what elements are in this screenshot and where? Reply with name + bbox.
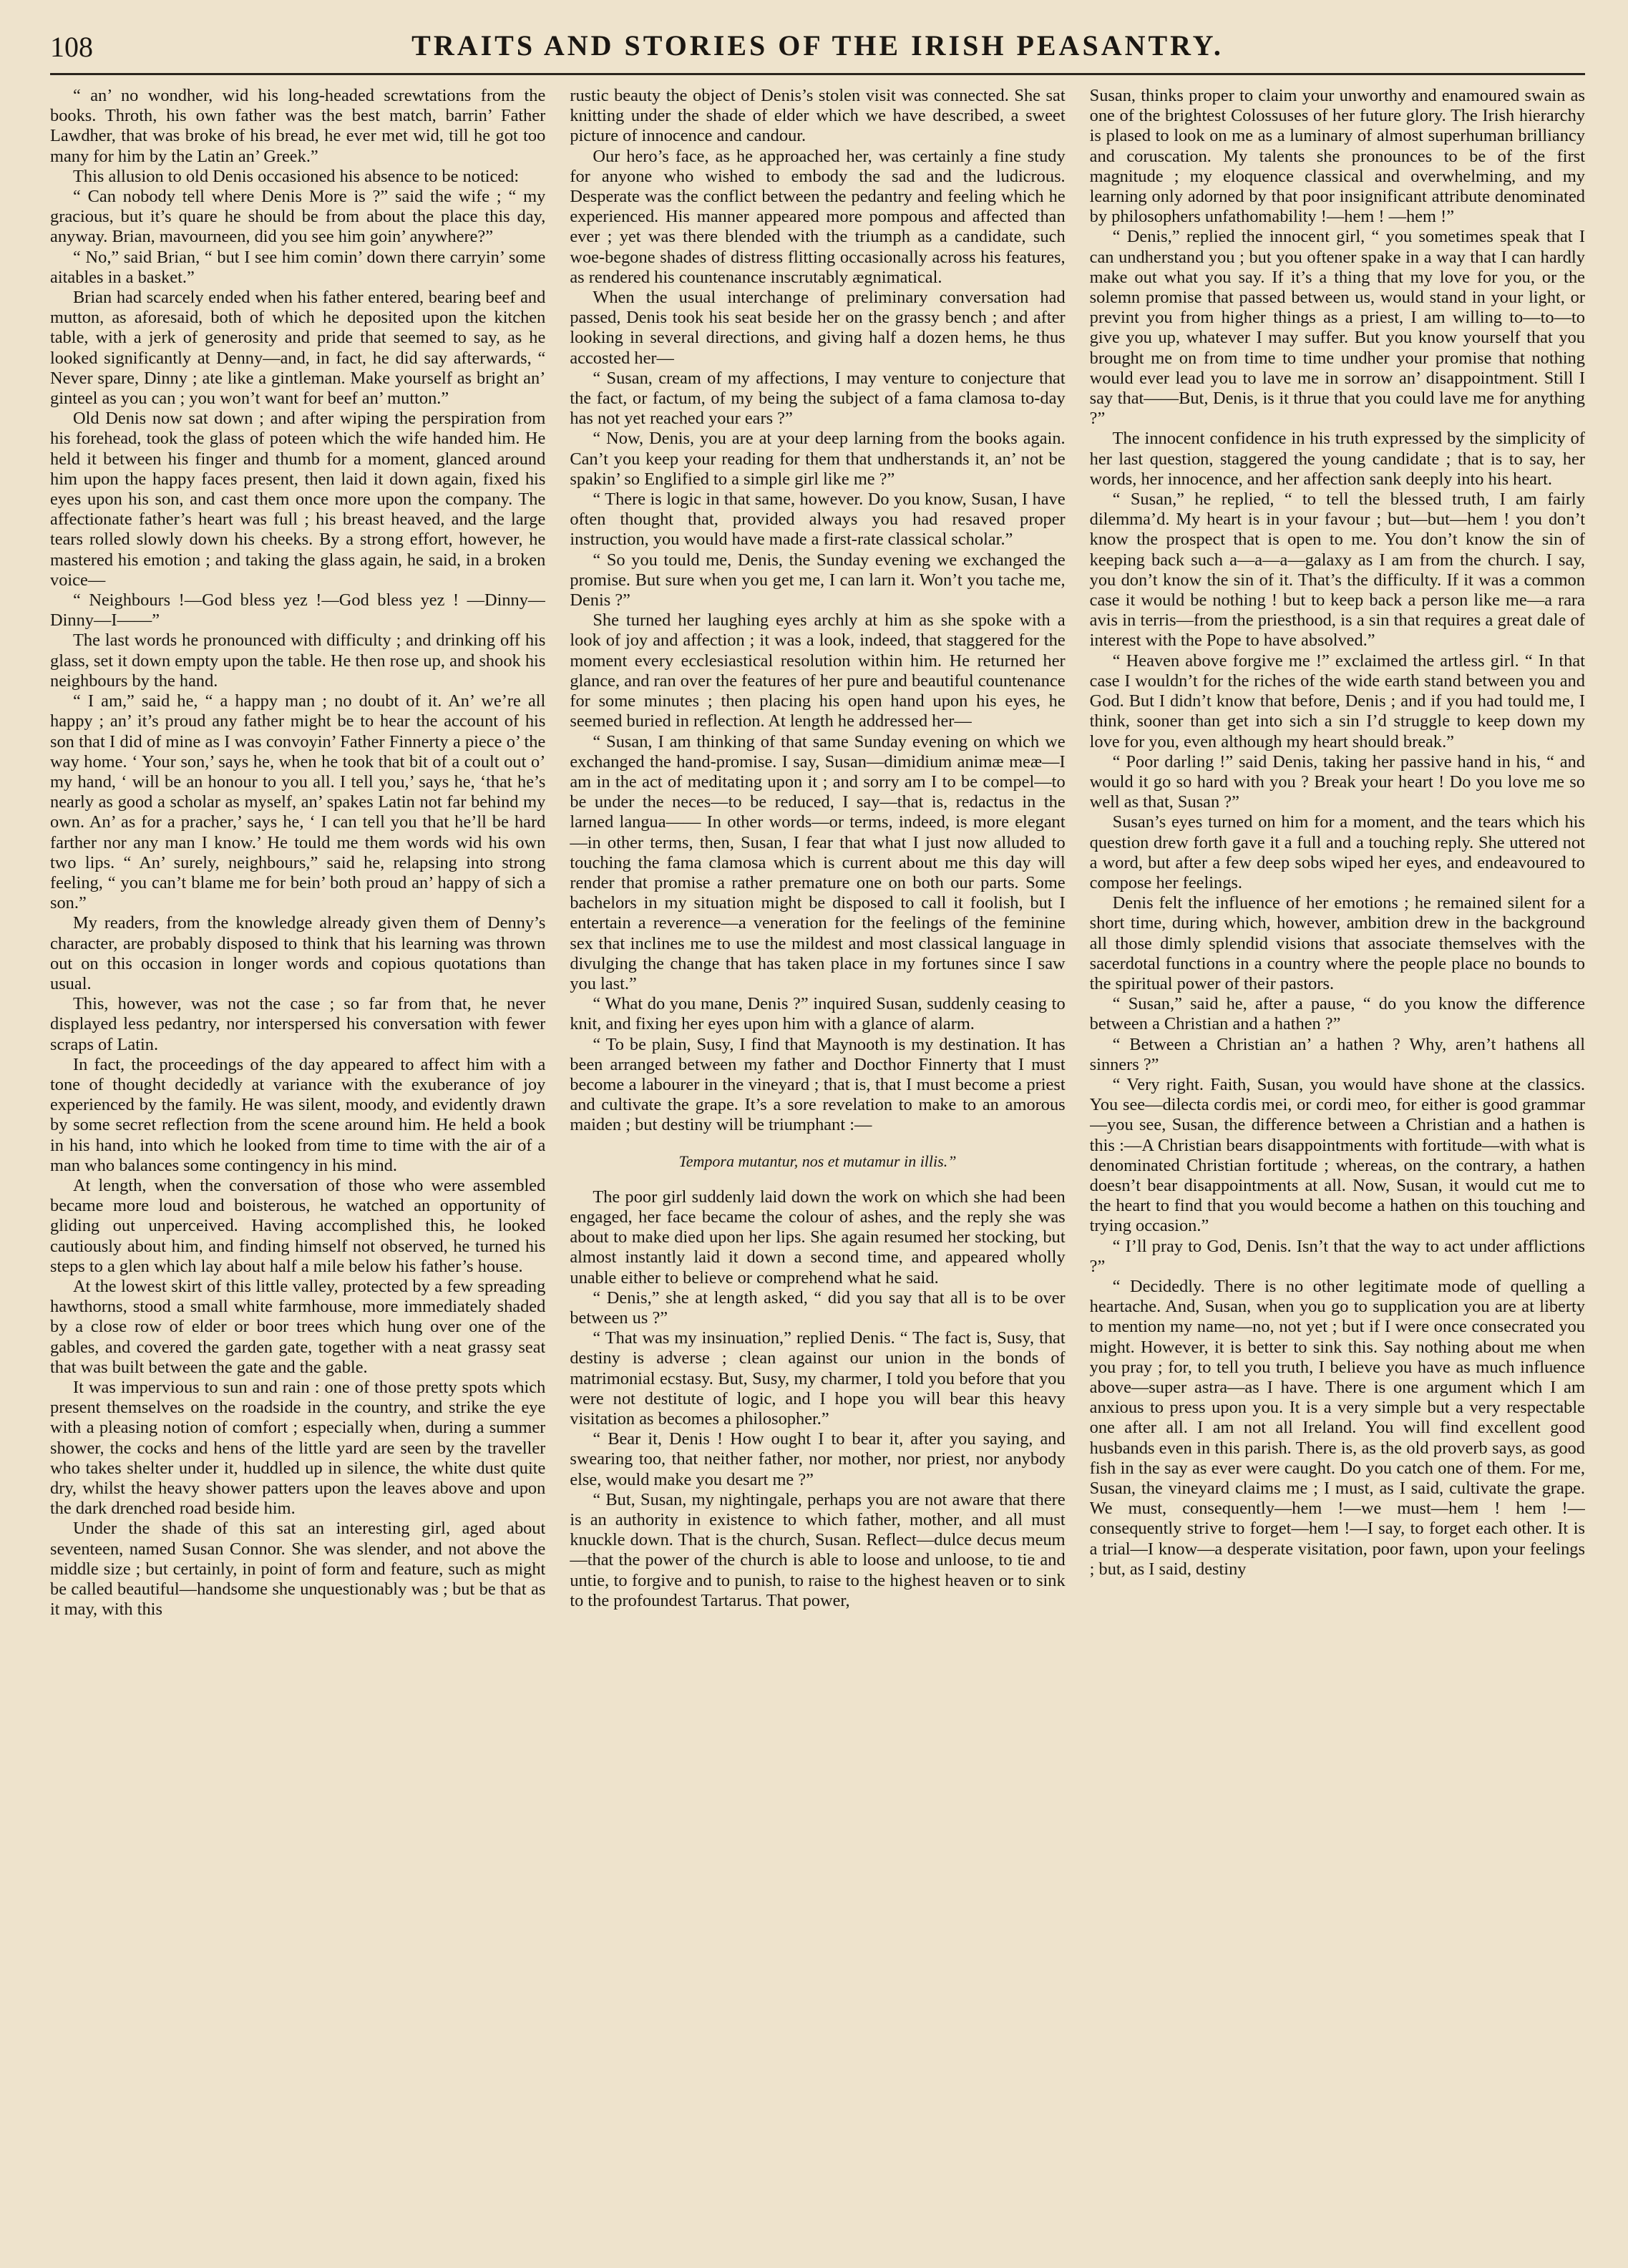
paragraph: This, however, was not the case ; so far from that, he never displayed less pedantry, nor interspersed his conversation with fewer scraps of Latin.	[50, 994, 546, 1054]
paragraph: “ Susan, I am thinking of that same Sunday evening on which we exchanged the hand-promise. I say, Susan—dimidium animæ meæ—I am in the act of meditating upon it ; and sorry am I to be compel—to be under the neces—to be reduced, I say—that is, redactus in the larned langua—— In other words—or terms, indeed, is more elegant—in other terms, then, Susan, I fear that what I just now alluded to touching the fama clamosa which is current about me this day will render that promise a rather premature one on both our parts. Some bachelors in my situation might be disposed to call it foolish, but I entertain a reverence—a veneration for the feelings of the feminine sex that inclines me to use the mildest and most classical language in divulging the change that has taken place in my fortunes since I saw you last.”	[570, 731, 1066, 993]
page-number: 108	[50, 31, 93, 63]
paragraph: “ No,” said Brian, “ but I see him comin’ down there carryin’ some aitables in a basket.”	[50, 247, 546, 287]
paragraph: She turned her laughing eyes archly at him as she spoke with a look of joy and affection ; it was a look, indeed, that staggered for the moment every ecclesiastical resolution within him. He returned her glance, and ran over the features of her pure and beautiful countenance for some minutes ; then placing his open hand upon his eyes, he seemed buried in reflection. At length he addressed her—	[570, 610, 1066, 731]
paragraph: This allusion to old Denis occasioned his absence to be noticed:	[73, 166, 520, 186]
paragraph: “ Susan, cream of my affections, I may venture to conjecture that the fact, or factum, of my being the subject of a fama clamosa to-day has not yet reached your ears ?”	[570, 368, 1066, 429]
paragraph: “ Very right. Faith, Susan, you would have shone at the classics. You see—dilecta cordis mei, or cordi meo, for either is good grammar—you see, Susan, the difference between a Christian and a hathen is this :—A Christian bears disappointments with fortitude—with what is denominated Christian fortitude ; whereas, on the contrary, a hathen doesn’t bear disappointments at all. Now, Susan, it would cut me to the heart to find that you would become a hathen on this touching and trying occasion.”	[1089, 1074, 1585, 1236]
column-middle	[570, 86, 1065, 2247]
running-header	[50, 29, 1585, 75]
paragraph: The last words he pronounced with difficulty ; and drinking off his glass, set it down empty upon the table. He then rose up, and shook his neighbours by the hand.	[50, 631, 546, 691]
paragraph: “ Now, Denis, you are at your deep larning from the books again. Can’t you keep your reading for them that undherstands it, an’ not be spakin’ so Englified to a simple girl like me ?”	[570, 429, 1066, 489]
paragraph: “ an’ no wondher, wid his long-headed screwtations from the books. Throth, his own father was the best match, barrin’ Father Lawdher, that was broke of his bread, he ever met wid, till he got too many for him by the Latin an’ Greek.”	[50, 86, 546, 166]
paragraph: “ Heaven above forgive me !” exclaimed the artless girl. “ In that case I wouldn’t for the riches of the wide earth stand between you and God. But I didn’t know that before, Denis ; and if you had tould me, I think, sooner than get into sich a sin I’d struggle to keep down my love for you, even although my heart should break.”	[1089, 651, 1585, 751]
paragraph: Denis felt the influence of her emotions ; he remained silent for a short time, during which, however, ambition drew in the background all those dimly splendid visions that associate themselves with the sacerdotal functions in a country where the people place no bounds to the spiritual power of their pastors.	[1089, 893, 1585, 993]
paragraph: “ Neighbours !—God bless yez !—God bless yez ! —Dinny—Dinny—I——”	[50, 590, 546, 631]
paragraph: At the lowest skirt of this little valley, protected by a few spreading hawthorns, stood a small white farmhouse, more immediately shaded by a close row of elder or boor trees which hung over one of the gables, and covered the garden gate, together with a neat grassy seat that was built between the gate and the gable.	[50, 1276, 546, 1377]
paragraph: “ Susan,” said he, after a pause, “ do you know the difference between a Christian and a hathen ?”	[1089, 994, 1585, 1034]
paragraph: Susan, thinks proper to claim your unworthy and enamoured swain as one of the brightest Colossuses of her future glory. The Irish hierarchy is plased to look on me as a luminary of almost superhuman brilliancy and coruscation. My talents she pronounces to be of the first magnitude ; my eloquence classical and overwhelming, and my learning only adorned by that poor insignificant attribute denominated by philosophers unfathomability !—hem ! —hem !”	[1089, 86, 1585, 227]
paragraph: “ Between a Christian an’ a hathen ? Why, aren’t hathens all sinners ?”	[1089, 1034, 1585, 1074]
paragraph: rustic beauty the object of Denis’s stolen visit was connected. She sat knitting under the shade of elder which we have described, a sweet picture of innocence and candour.	[570, 86, 1066, 146]
running-title: TRAITS AND STORIES OF THE IRISH PEASANTRY.	[411, 29, 1224, 62]
column-left	[50, 86, 545, 2247]
paragraph: “ Poor darling !” said Denis, taking her passive hand in his, “ and would it go so hard with you ? Break your heart ! Do you love me so well as that, Susan ?”	[1089, 751, 1585, 812]
paragraph: My readers, from the knowledge already given them of Denny’s character, are probably disposed to think that his learning was thrown out on this occasion in longer words and copious quotations than usual.	[50, 913, 546, 993]
paragraph: Under the shade of this sat an interesting girl, aged about seventeen, named Susan Connor. She was slender, and not above the middle size ; but certainly, in point of form and feature, such as might be called beautiful—handsome she unquestionably was ; but be that as it may, with this	[50, 1519, 546, 1620]
paragraph: “ To be plain, Susy, I find that Maynooth is my destination. It has been arranged between my father and Docthor Finnerty that I must become a labourer in the vineyard ; that is, that I must become a priest and cultivate the grape. It’s a sore revelation to make to an amorous maiden ; but destiny will be triumphant :—	[570, 1034, 1066, 1135]
paragraph: “ Bear it, Denis ! How ought I to bear it, after you saying, and swearing too, that neither father, nor mother, nor priest, nor anybody else, would make you desart me ?”	[570, 1429, 1066, 1489]
paragraph: “ That was my insinuation,” replied Denis. “ The fact is, Susy, that destiny is adverse ; clean against our union in the bonds of matrimonial ecstasy. But, Susy, my charmer, I told you before that you were not destitute of logic, and I hope you will bear this heavy visitation as becomes a philosopher.”	[570, 1328, 1066, 1429]
paragraph: Brian had scarcely ended when his father entered, bearing beef and mutton, as aforesaid, both of which he deposited upon the kitchen table, with a jerk of generosity and pride that seemed to say, as he looked significantly at Denny—and, in fact, he did say afterwards, “ Never spare, Dinny ; ate like a gintleman. Make yourself as bright an’ ginteel as you can ; you won’t want for beef an’ mutton.”	[50, 288, 546, 409]
latin-quotation: Tempora mutantur, nos et mutamur in illis.”	[678, 1152, 957, 1170]
paragraph: When the usual interchange of preliminary conversation had passed, Denis took his seat beside her on the grassy bench ; and after looking in several directions, and giving half a dozen hems, he thus accosted her—	[570, 288, 1066, 368]
paragraph: At length, when the conversation of those who were assembled became more loud and boisterous, he watched an opportunity of gliding out unperceived. Having accomplished this, he looked cautiously about him, and finding himself not observed, he turned his steps to a glen which lay about half a mile below his father’s house.	[50, 1175, 546, 1276]
paragraph: Our hero’s face, as he approached her, was certainly a fine study for anyone who wished to embody the sad and the ludicrous. Desperate was the conflict between the pedantry and feeling which he experienced. His manner appeared more pompous and affected than ever ; yet was there blended with the triumph as a candidate, such woe-begone shades of distress flitting occasionally across his features, as rendered his countenance inscrutably ægnimatical.	[570, 146, 1066, 287]
paragraph: Susan’s eyes turned on him for a moment, and the tears which his question drew forth gave it a full and a touching reply. She uttered not a word, but after a few deep sobs wiped her eyes, and endeavoured to compose her feelings.	[1089, 812, 1585, 892]
paragraph: In fact, the proceedings of the day appeared to affect him with a tone of thought decidedly at variance with the exuberance of joy experienced by the family. He was silent, moody, and evidently drawn by some secret reflection from the scene around him. He held a book in his hand, into which he looked from time to time with the air of a man who balances some contingency in his mind.	[50, 1054, 546, 1175]
paragraph: It was impervious to sun and rain : one of those pretty spots which present themselves on the roadside in the country, and strike the eye with a pleasing notion of comfort ; especially when, during a summer shower, the cocks and hens of the little yard are seen by the traveller who takes shelter under it, huddled up in silence, the white dust quite dry, whilst the heavy shower patters upon the leaves above and upon the dark drenched road beside him.	[50, 1378, 546, 1519]
paragraph: “ Denis,” she at length asked, “ did you say that all is to be over between us ?”	[570, 1288, 1066, 1328]
paragraph: “ I’ll pray to God, Denis. Isn’t that the way to act under afflictions ?”	[1089, 1236, 1585, 1276]
paragraph: Old Denis now sat down ; and after wiping the perspiration from his forehead, took the glass of poteen which the wife handed him. He held it between his finger and thumb for a moment, glanced around him upon the happy faces present, then laid it down again, fixed his eyes upon his son, and cast them once more upon the company. The affectionate father’s heart was full ; his breast heaved, and the large tears rolled slowly down his cheeks. By a strong effort, however, he mastered his emotion ; and taking the glass again, he said, in a broken voice—	[50, 409, 546, 590]
paragraph: “ So you tould me, Denis, the Sunday evening we exchanged the promise. But sure when you get me, I can larn it. Won’t you tache me, Denis ?”	[570, 550, 1066, 610]
paragraph: “ Can nobody tell where Denis More is ?” said the wife ; “ my gracious, but it’s quare he should be from about the place this day, anyway. Brian, mavourneen, did you see him goin’ anywhere?”	[50, 187, 546, 247]
paragraph: “ Decidedly. There is no other legitimate mode of quelling a heartache. And, Susan, when you go to supplication you are at liberty to mention my name—no, not yet ; but if I were once consecrated you might. However, it is better to sink this. Say nothing about me when you pray ; for, to tell you truth, I believe you have as much influence above—super astra—as I have. There is one argument which I am anxious to press upon you. It is a very simple but a very respectable one after all. I am not all Ireland. You will find excellent good husbands even in this parish. There is, as the old proverb says, as good fish in the say as ever were caught. Do you catch one of them. For me, Susan, the vineyard claims me ; I must, as I said, cultivate the grape. We must, consequently—hem !—we must—hem ! hem !—consequently strive to forget—hem !—I say, to forget each other. It is a trial—I know—a desperate visitation, poor fawn, upon your feelings ; but, as I said, destiny	[1089, 1276, 1585, 1579]
paragraph: “ What do you mane, Denis ?” inquired Susan, suddenly ceasing to knit, and fixing her eyes upon him with a glance of alarm.	[570, 994, 1066, 1034]
column-right	[1090, 86, 1585, 2247]
paragraph: “ Denis,” replied the innocent girl, “ you sometimes speak that I can undherstand you ; but you oftener spake in a way that I can hardly make out what you say. If it’s a thing that my love for you, or the solemn promise that passed between us, would stand in your light, or prevint you from higher things as a priest, I am willing to—to—to give you up, whatever I may suffer. But you know yourself that you brought me on from time to time undher your promise that nothing would ever lead you to lave me in sorrow an’ disappointment. Still I say that——But, Denis, is it thrue that you could lave me for anything ?”	[1089, 227, 1585, 429]
paragraph: The poor girl suddenly laid down the work on which she had been engaged, her face became the colour of ashes, and the reply she was about to make died upon her lips. She again resumed her stocking, but almost instantly laid it down a second time, and appeared wholly unable either to believe or comprehend what he said.	[570, 1187, 1066, 1288]
paragraph: “ There is logic in that same, however. Do you know, Susan, I have often thought that, provided always you had resaved proper instruction, you would have made a first-rate classical scholar.”	[570, 490, 1066, 550]
paragraph: “ I am,” said he, “ a happy man ; no doubt of it. An’ we’re all happy ; an’ it’s proud any father might be to hear the account of his son that I did of mine as I was convoyin’ Father Finnerty a piece o’ the way home. ‘ Your son,’ says he, when he took that bit of a coult out o’ my hand, ‘ will be an honour to you all. I tell you,’ says he, ‘that he’s nearly as good a scholar as myself, an’ spakes Latin not far behind my own. An’ as for a pracher,’ says he, ‘ I can tell you that he’ll be hard farther nor any man I know.’ He tould me them words wid his own two lips. “ An’ surely, neighbours,” said he, relapsing into strong feeling, “ you can’t blame me for bein’ both proud an’ happy of sich a son.”	[50, 691, 546, 913]
paragraph: “ Susan,” he replied, “ to tell the blessed truth, I am fairly dilemma’d. My heart is in your favour ; but—but—hem ! you don’t know the prospect that is open to me. You don’t know the sin of keeping back such a—a—a—galaxy as I am from the church. I say, you don’t know the sin of it. That’s the difficulty. If it was a common case it would be nothing ! but to keep back a person like me—a rara avis in terris—from the priesthood, is a sin that requires a great dale of interest with the Pope to have absolved.”	[1089, 490, 1585, 651]
paragraph: The innocent confidence in his truth expressed by the simplicity of her last question, staggered the young candidate ; that is to say, her words, her innocence, and her affection sank deeply into his heart.	[1089, 429, 1585, 489]
paragraph: “ But, Susan, my nightingale, perhaps you are not aware that there is an authority in existence to which father, mother, and all must knuckle down. That is the church, Susan. Reflect—dulce decus meum—that the power of the church is able to loose and unloose, to tie and untie, to forgive and to punish, to raise to the highest heaven or to sink to the profoundest Tartarus. That power,	[570, 1489, 1066, 1610]
text-columns	[50, 86, 1585, 2247]
